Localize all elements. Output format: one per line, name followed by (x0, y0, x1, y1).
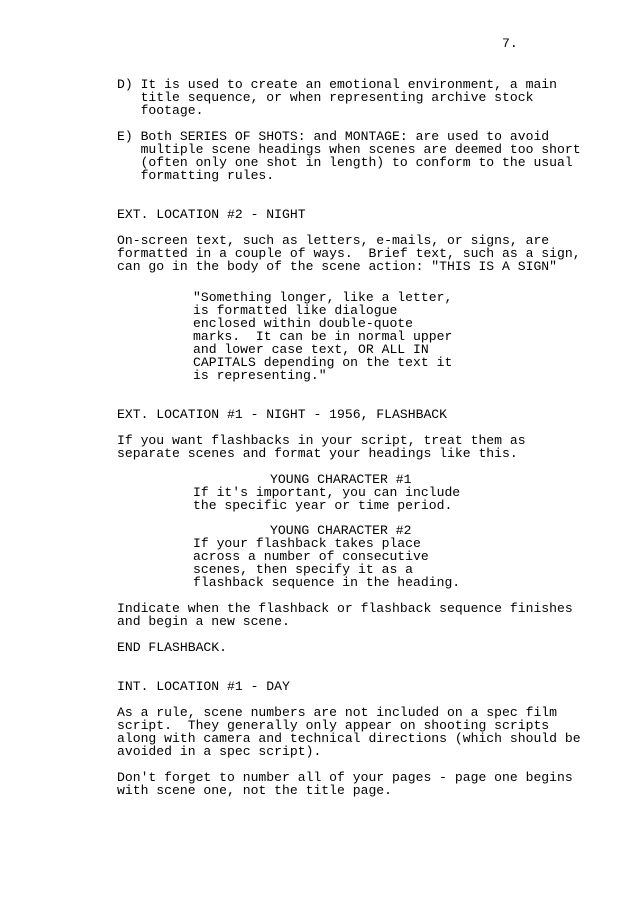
dialogue-line: marks. It can be in normal upper (193, 329, 453, 344)
list-item-line: footage. (117, 103, 204, 118)
list-item-line: formatting rules. (117, 168, 275, 183)
dialogue-line: the specific year or time period. (193, 498, 453, 513)
dialogue-line: across a number of consecutive (193, 549, 429, 564)
action-line: Indicate when the flashback or flashback sequence finishes (117, 601, 573, 616)
list-item-line: D) It is used to create an emotional environment, a main (117, 77, 558, 92)
scene-heading: INT. LOCATION #1 - DAY (117, 679, 290, 694)
dialogue-line: flashback sequence in the heading. (193, 575, 461, 590)
action-line: Don't forget to number all of your pages - page one begins (117, 770, 573, 785)
dialogue-line: If your flashback takes place (193, 536, 421, 551)
dialogue-line: scenes, then specify it as a (193, 562, 414, 577)
dialogue-line: "Something longer, like a letter, (193, 290, 453, 305)
action-line: formatted in a couple of ways. Brief text, such as a sign, (117, 246, 581, 261)
action-line: As a rule, scene numbers are not included on a spec film (117, 705, 558, 720)
dialogue-line: is representing." (193, 368, 327, 383)
dialogue-line: enclosed within double-quote (193, 316, 414, 331)
action-line: avoided in a spec script). (117, 744, 322, 759)
list-item-line: title sequence, or when representing archive stock (117, 90, 534, 105)
dialogue-line: CAPITALS depending on the text it (193, 355, 453, 370)
dialogue-line: is formatted like dialogue (193, 303, 398, 318)
action-line: along with camera and technical directions (which should be (117, 731, 581, 746)
action-line: with scene one, not the title page. (117, 783, 393, 798)
page-number: 7. (502, 36, 518, 51)
action-line: If you want flashbacks in your script, treat them as (117, 433, 526, 448)
scene-heading: EXT. LOCATION #2 - NIGHT (117, 207, 306, 222)
transition: END FLASHBACK. (117, 640, 228, 655)
action-line: can go in the body of the scene action: "THIS IS A SIGN" (117, 259, 558, 274)
action-line: separate scenes and format your headings like this. (117, 446, 518, 461)
list-item-line: (often only one shot in length) to conform to the usual (117, 155, 573, 170)
list-item-line: E) Both SERIES OF SHOTS: and MONTAGE: are used to avoid (117, 129, 550, 144)
action-line: and begin a new scene. (117, 614, 290, 629)
scene-heading: EXT. LOCATION #1 - NIGHT - 1956, FLASHBACK (117, 407, 448, 422)
list-item-line: multiple scene headings when scenes are deemed too short (117, 142, 581, 157)
character-name: YOUNG CHARACTER #2 (270, 523, 412, 538)
action-line: script. They generally only appear on shooting scripts (117, 718, 550, 733)
character-name: YOUNG CHARACTER #1 (270, 472, 412, 487)
dialogue-line: and lower case text, OR ALL IN (193, 342, 429, 357)
dialogue-line: If it's important, you can include (193, 485, 461, 500)
action-line: On-screen text, such as letters, e-mails, or signs, are (117, 233, 550, 248)
